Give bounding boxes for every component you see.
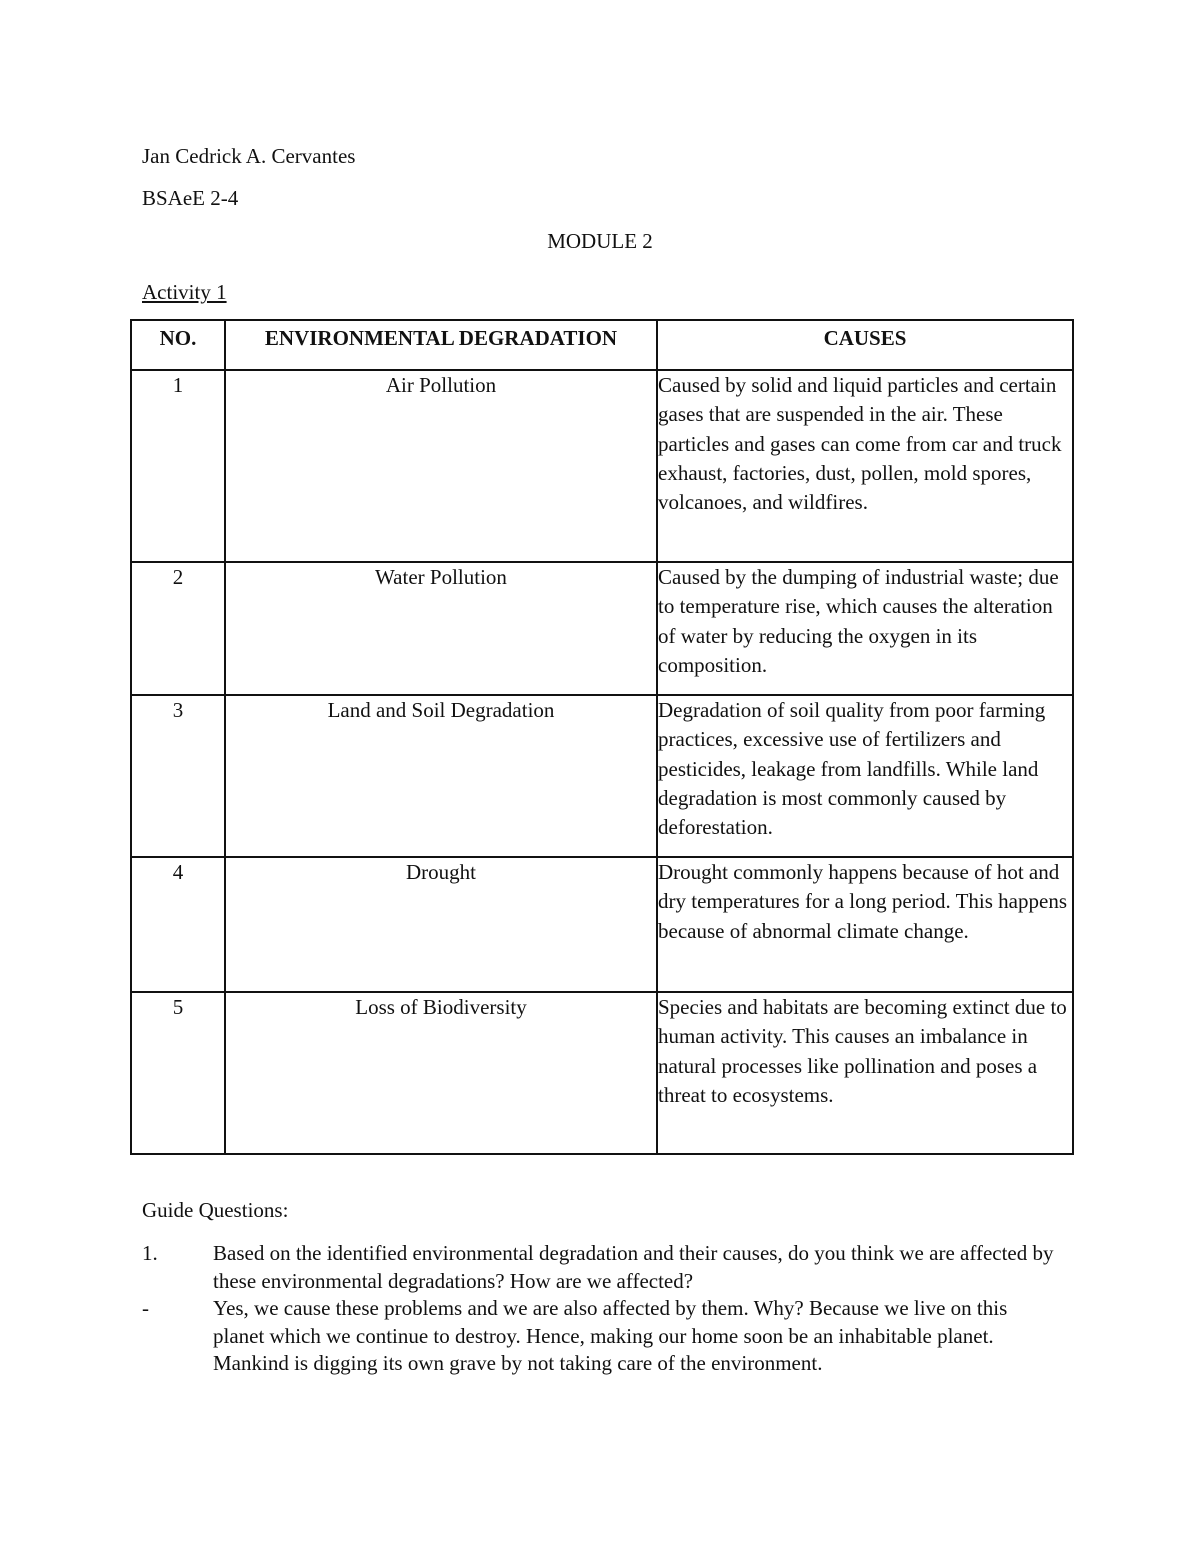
table-row <box>131 370 1073 562</box>
degradation-causes: Degradation of soil quality from poor farming practices, excessive use of fertilizers and pesticides, leakage from landfills. While land degradation is most commonly caused by deforestation. <box>657 695 1073 857</box>
header-degradation: ENVIRONMENTAL DEGRADATION <box>225 320 657 370</box>
header-causes: CAUSES <box>657 320 1073 370</box>
degradation-name: Drought <box>225 857 657 992</box>
row-number: 5 <box>131 992 225 1154</box>
activity-label: Activity 1 <box>142 280 227 304</box>
answer-dash-marker: - <box>142 1296 149 1320</box>
degradation-causes: Drought commonly happens because of hot and dry temperatures for a long period. This happens because of abnormal climate change. <box>657 857 1073 992</box>
row-number: 3 <box>131 695 225 857</box>
module-title: MODULE 2 <box>547 229 653 253</box>
degradation-name: Land and Soil Degradation <box>225 695 657 857</box>
degradation-causes: Species and habitats are becoming extinct due to human activity. This causes an imbalance in natural processes like pollination and poses a threat to ecosystems. <box>657 992 1073 1154</box>
table-row <box>131 562 1073 695</box>
class-code: BSAeE 2-4 <box>142 186 239 210</box>
table-row <box>131 695 1073 857</box>
header-no: NO. <box>131 320 225 370</box>
guide-questions-heading: Guide Questions: <box>142 1198 289 1222</box>
table-row <box>131 857 1073 992</box>
degradation-causes: Caused by the dumping of industrial waste; due to temperature rise, which causes the alteration of water by reducing the oxygen in its composition. <box>657 562 1073 695</box>
question-number: 1. <box>142 1241 158 1265</box>
row-number: 1 <box>131 370 225 562</box>
answer-text: Yes, we cause these problems and we are also affected by them. Why? Because we live on this planet which we continue to destroy. Hence, making our home soon be an inhabitable planet. Mankind is digging its own grave by not taking care of the environment. <box>213 1296 1008 1375</box>
row-number: 4 <box>131 857 225 992</box>
degradation-name: Water Pollution <box>225 562 657 695</box>
table-row <box>131 992 1073 1154</box>
degradation-table <box>130 319 1074 1155</box>
author-name: Jan Cedrick A. Cervantes <box>142 144 356 168</box>
degradation-name: Loss of Biodiversity <box>225 992 657 1154</box>
row-number: 2 <box>131 562 225 695</box>
table-header-row <box>131 320 1073 370</box>
question-text: Based on the identified environmental degradation and their causes, do you think we are affected by these environmental degradations? How are we affected? <box>213 1241 1054 1293</box>
degradation-name: Air Pollution <box>225 370 657 562</box>
degradation-causes: Caused by solid and liquid particles and certain gases that are suspended in the air. These particles and gases can come from car and truck exhaust, factories, dust, pollen, mold spores, volcanoes, and wildfires. <box>657 370 1073 562</box>
